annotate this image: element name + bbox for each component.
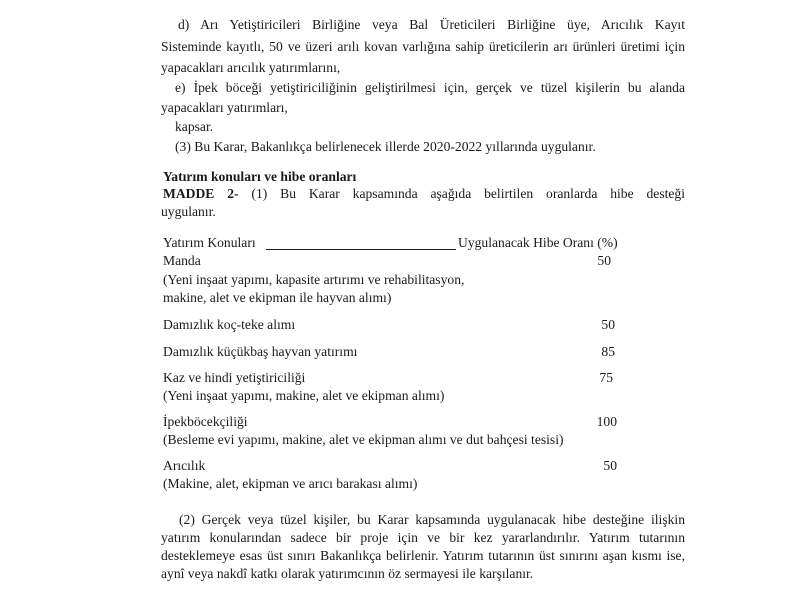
clause-2-line-3: desteklemeye esas üst sınırı Bakanlıkça belirlenir. Yatırım tutarının üst sınırını aşan kısmı ise, <box>161 548 685 563</box>
table-row-name: Kaz ve hindi yetiştiriciliği <box>163 370 306 385</box>
paragraph-d-line-3: yapacakları arıcılık yatırımlarını, <box>161 60 341 75</box>
article-label: MADDE 2- <box>163 186 239 201</box>
table-row-value: 50 <box>601 317 615 332</box>
table-row-note: (Makine, alet, ekipman ve arıcı barakası alımı) <box>163 476 418 491</box>
table-row-name: İpekböcekçiliği <box>163 414 248 429</box>
article-line-1-text: (1) Bu Karar kapsamında aşağıda belirtilen oranlarda hibe desteği <box>238 186 685 201</box>
table-row-name: Manda <box>163 253 201 268</box>
table-row-value: 50 <box>603 458 617 473</box>
clause-2-line-2: yatırım konularından sadece bir proje için ve bir kez yararlandırılır. Yatırım tutarının <box>161 530 685 545</box>
kapsar-text: kapsar. <box>175 119 214 134</box>
table-header-right: Uygulanacak Hibe Oranı (%) <box>458 235 618 250</box>
table-row-value: 85 <box>601 344 615 359</box>
table-row-name: Arıcılık <box>163 458 206 473</box>
table-row-name: Damızlık koç-teke alımı <box>163 317 296 332</box>
table-row-value: 100 <box>596 414 617 429</box>
table-row-value: 75 <box>599 370 613 385</box>
table-row-value: 50 <box>597 253 611 268</box>
header-underline <box>266 249 456 250</box>
paragraph-d-line-2: Sisteminde kayıtlı, 50 ve üzeri arılı kovan varlığına sahip üreticilerin arı ürünleri üretimi için <box>161 39 685 54</box>
table-header-left: Yatırım Konuları <box>163 235 256 250</box>
table-row-name: Damızlık küçükbaş hayvan yatırımı <box>163 344 358 359</box>
table-row-note: (Yeni inşaat yapımı, kapasite artırımı ve rehabilitasyon, <box>163 272 465 287</box>
article-line-1 <box>163 185 685 203</box>
table-row-note: makine, alet ve ekipman ile hayvan alımı) <box>163 290 392 305</box>
clause-2-line-4: aynî veya nakdî katkı olarak yatırımcının öz sermayesi ile karşılanır. <box>161 566 534 581</box>
clause-3: (3) Bu Karar, Bakanlıkça belirlenecek illerde 2020-2022 yıllarında uygulanır. <box>175 139 596 154</box>
table-row-note: (Yeni inşaat yapımı, makine, alet ve ekipman alımı) <box>163 388 445 403</box>
section-title: Yatırım konuları ve hibe oranları <box>163 169 357 184</box>
paragraph-e-line-2: yapacakları yatırımları, <box>161 100 288 115</box>
clause-2-line-1: (2) Gerçek veya tüzel kişiler, bu Karar kapsamında uygulanacak hibe desteğine ilişkin <box>179 512 685 527</box>
article-line-2: uygulanır. <box>161 204 216 219</box>
table-row-note: (Besleme evi yapımı, makine, alet ve ekipman alımı ve dut bahçesi tesisi) <box>163 432 564 447</box>
paragraph-e-line-1: e) İpek böceği yetiştiriciliğinin geliştirilmesi için, gerçek ve tüzel kişilerin bu alanda <box>175 80 685 95</box>
paragraph-d-line-1: d) Arı Yetiştiricileri Birliğine veya Bal Üreticileri Birliğine üye, Arıcılık Kayıt <box>178 17 685 32</box>
